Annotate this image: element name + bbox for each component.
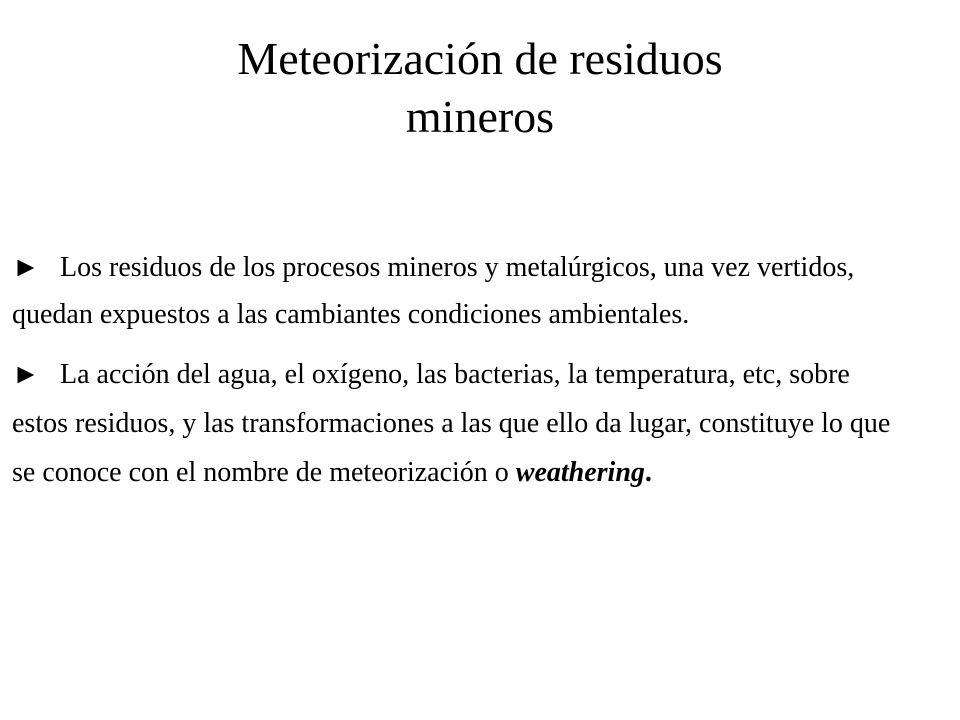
- weathering-term: weathering: [515, 457, 645, 488]
- bullet-arrow-icon: ►: [12, 252, 40, 283]
- slide-body: [12, 244, 892, 509]
- paragraph-2-text: La acción del agua, el oxígeno, las bacterias, la temperatura, etc, sobre estos residuos, y las transformaciones a las que ello da lugar, constituye lo que se conoce con el nombre de meteorización o: [12, 359, 891, 488]
- slide-title-line-2: mineros: [405, 91, 555, 142]
- slide-title-line-1: Meteorización de residuos: [237, 33, 723, 84]
- bullet-arrow-icon: ►: [12, 359, 40, 390]
- bullet-paragraph-1: [12, 244, 892, 338]
- slide-title: [80, 30, 880, 146]
- paragraph-1-text: Los residuos de los procesos mineros y metalúrgicos, una vez vertidos, quedan expuestos a las cambiantes condiciones ambientales.: [12, 252, 855, 330]
- bullet-paragraph-2: [12, 350, 892, 497]
- paragraph-2-end: .: [644, 457, 652, 488]
